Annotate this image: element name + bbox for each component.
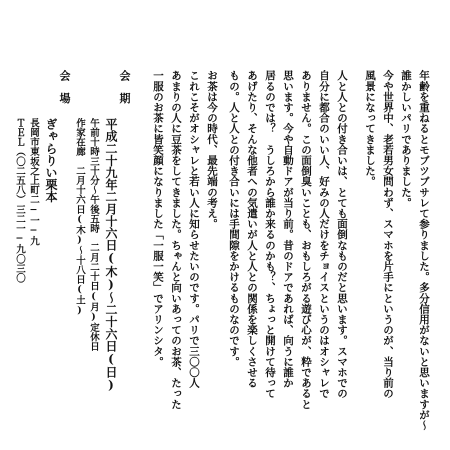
period-value: 平成二十九年二月十六日(木)〜二十六日(日) xyxy=(104,118,118,393)
body-line-12: お茶は今の時代、最先端の考え。 xyxy=(206,70,218,229)
body-line-4: 風景になってきました。 xyxy=(364,70,376,187)
body-line-5: 人と人との付き合いは、とても面倒なものだと思います。スマホでの xyxy=(336,70,348,399)
body-line-1: 年齢を重ねるとモブツブサレて参りました。多分信用がないと思いますが〜 xyxy=(418,70,430,431)
hours-line-2: 作家在廊 二月十六日(木)〜十八日(土) xyxy=(74,118,85,316)
body-line-8: 思います。今や自動ドアが当り前。昔のドアであれば、向うに誰か xyxy=(282,70,294,388)
body-line-6: 自分に都合のいい人、好みの人だけをチョイスというのはオシャレで xyxy=(318,70,330,399)
body-line-11: もの。人と人との付き合いには手間隙をかけるものなのです。 xyxy=(228,70,240,367)
venue-address: 長岡市東坂之上町二−一−九 xyxy=(28,118,39,246)
period-label: 会 期 xyxy=(118,70,131,104)
venue-tel: ＴＥＬ（〇二五八）三二一−九〇三〇 xyxy=(14,118,25,283)
body-line-10: あげたり、そんな他者への気遣いが人と人との関係を楽しくさせる xyxy=(246,70,258,388)
body-line-13: これこそがオシャレと若い人に知らせたいのです。パリで三〇〇人 xyxy=(188,70,200,388)
body-line-2: 誰かしいパリでありました。 xyxy=(400,70,412,208)
body-line-3: 今や世界中、老若男女問わず、スマホを片手にというのが、当り前の xyxy=(382,70,394,399)
venue-label: 会 場 xyxy=(58,70,71,104)
body-line-7: ありません。この面倒臭いことも、おもしろがる遊び心が、粋であると xyxy=(300,70,312,410)
hours-line-1: 午前十時三十分〜午後五時 二月二十日(月)定休日 xyxy=(88,118,99,352)
body-line-15: 一服のお茶に皆笑顔になりました「一服一笑」でアリンシタ。 xyxy=(152,70,164,367)
body-line-9: 居るのでは？ うしろから誰か来るのかも？、ちょっと開けて待って xyxy=(264,70,276,399)
venue-name: ぎゃらりい栗本 xyxy=(44,118,58,203)
body-line-14: あまりの人に豆茶をしてきました。ちゃんと向いあってのお茶、たった xyxy=(170,70,182,410)
